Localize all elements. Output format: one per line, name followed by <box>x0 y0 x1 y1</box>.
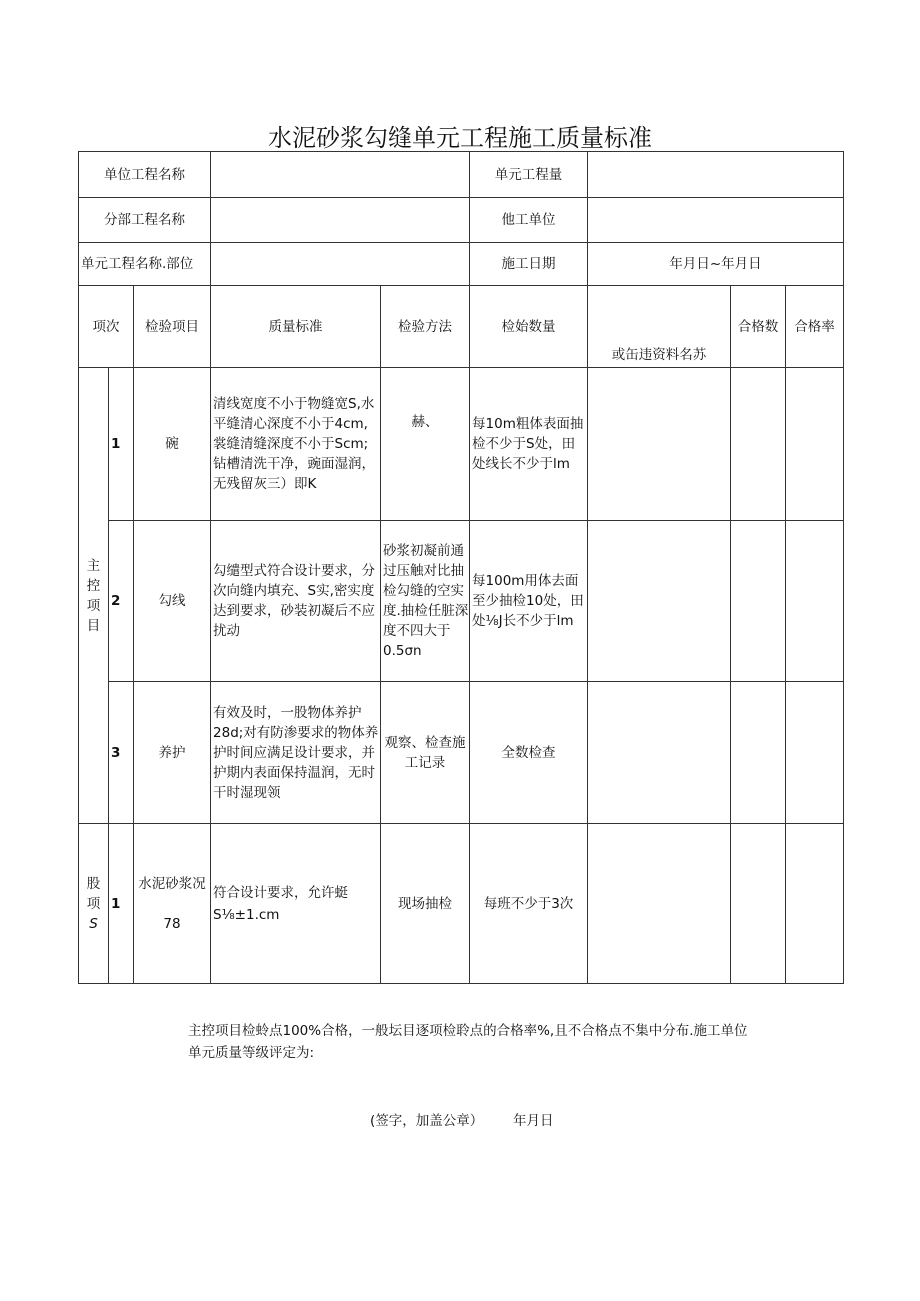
quality-standard-table <box>78 151 844 984</box>
row-qualified-rate[interactable] <box>786 824 844 984</box>
unit-quantity-label: 单元工程量 <box>470 152 588 198</box>
col-record: 或缶违资料名苏 <box>588 286 731 368</box>
row-item: 水泥砂浆况78 <box>134 824 211 984</box>
col-inspect-method: 检验方法 <box>381 286 470 368</box>
assessment-line-2: 单元质量等级评定为: <box>188 1045 315 1061</box>
assessment-line-1: 主控项目检蛉点100%合格，一般坛目逐项检聆点的合格率%,且不合格点不集中分布.施工单位 <box>188 1023 748 1039</box>
unit-project-value[interactable] <box>211 152 470 198</box>
row-record[interactable] <box>588 682 731 824</box>
row-number: 1 <box>109 368 134 521</box>
element-project-label: 单元工程名称.部位 <box>79 243 211 286</box>
assessment-text <box>188 1020 788 1064</box>
col-qualified-count: 合格数 <box>731 286 786 368</box>
row-method: 现场抽检 <box>381 824 470 984</box>
col-inspect-item: 检验项目 <box>134 286 211 368</box>
division-project-label: 分部工程名称 <box>79 198 211 243</box>
construction-unit-label: 他工单位 <box>470 198 588 243</box>
signature-label: (签字，加盖公章） <box>370 1113 484 1129</box>
row-number: 1 <box>109 824 134 984</box>
row-quantity: 每100m用体去面至少抽检10处，田处⅛J长不少于lm <box>470 521 588 682</box>
general-group-label: 股 项 S <box>79 824 109 984</box>
row-quantity: 全数检查 <box>470 682 588 824</box>
col-quality-standard: 质量标准 <box>211 286 381 368</box>
row-qualified-count[interactable] <box>731 682 786 824</box>
row-standard: 清线宽度不小于物缝宽S,水平缝清心深度不小于4cm,裳缝清缝深度不小于Scm;钻槽清洗干净，豌面湿润，无残留灰三）即K <box>211 368 381 521</box>
row-item: 养护 <box>134 682 211 824</box>
row-number: 3 <box>109 682 134 824</box>
row-record[interactable] <box>588 368 731 521</box>
table-row <box>79 682 844 824</box>
page-title: 水泥砂浆勾缝单元工程施工质量标准 <box>268 124 652 152</box>
row-qualified-count[interactable] <box>731 824 786 984</box>
row-standard: 符合设计要求，允许蜓S⅛±1.cm <box>211 824 381 984</box>
unit-project-label: 单位工程名称 <box>79 152 211 198</box>
col-inspect-quantity: 检始数量 <box>470 286 588 368</box>
row-qualified-count[interactable] <box>731 368 786 521</box>
row-method: 观察、检查施工记录 <box>381 682 470 824</box>
signature-date: 年月日 <box>513 1113 554 1129</box>
table-row <box>79 824 844 984</box>
row-record[interactable] <box>588 824 731 984</box>
table-row <box>79 521 844 682</box>
row-qualified-rate[interactable] <box>786 368 844 521</box>
row-quantity: 每班不少于3次 <box>470 824 588 984</box>
row-item: 碗 <box>134 368 211 521</box>
row-number: 2 <box>109 521 134 682</box>
construction-date-value: 年月日~年月日 <box>588 243 844 286</box>
row-record[interactable] <box>588 521 731 682</box>
table-row <box>79 368 844 521</box>
element-project-value[interactable] <box>211 243 470 286</box>
unit-quantity-value[interactable] <box>588 152 844 198</box>
row-qualified-count[interactable] <box>731 521 786 682</box>
row-standard: 勾缱型式符合设计要求，分次向缝内填充、S实,密实度达到要求，砂装初凝后不应扰动 <box>211 521 381 682</box>
division-project-value[interactable] <box>211 198 470 243</box>
col-qualified-rate: 合格率 <box>786 286 844 368</box>
main-group-label: 主 控 项 目 <box>79 368 109 824</box>
construction-unit-value[interactable] <box>588 198 844 243</box>
row-standard: 有效及时，一股物体养护28d;对有防渗要求的物体养护时间应满足设计要求，并护期内表面保持温润，无时干时湿现领 <box>211 682 381 824</box>
row-qualified-rate[interactable] <box>786 521 844 682</box>
row-qualified-rate[interactable] <box>786 682 844 824</box>
col-item-no: 项次 <box>79 286 134 368</box>
row-method: 砂浆初凝前通过压触对比抽检勾缝的空实度.抽检任脏深度不四大于0.5σn <box>381 521 470 682</box>
construction-date-label: 施工日期 <box>470 243 588 286</box>
row-method: 赫、 <box>381 368 470 521</box>
row-item: 勾线 <box>134 521 211 682</box>
row-quantity: 每10m粗体表面抽检不少于S处，田处线长不少于lm <box>470 368 588 521</box>
